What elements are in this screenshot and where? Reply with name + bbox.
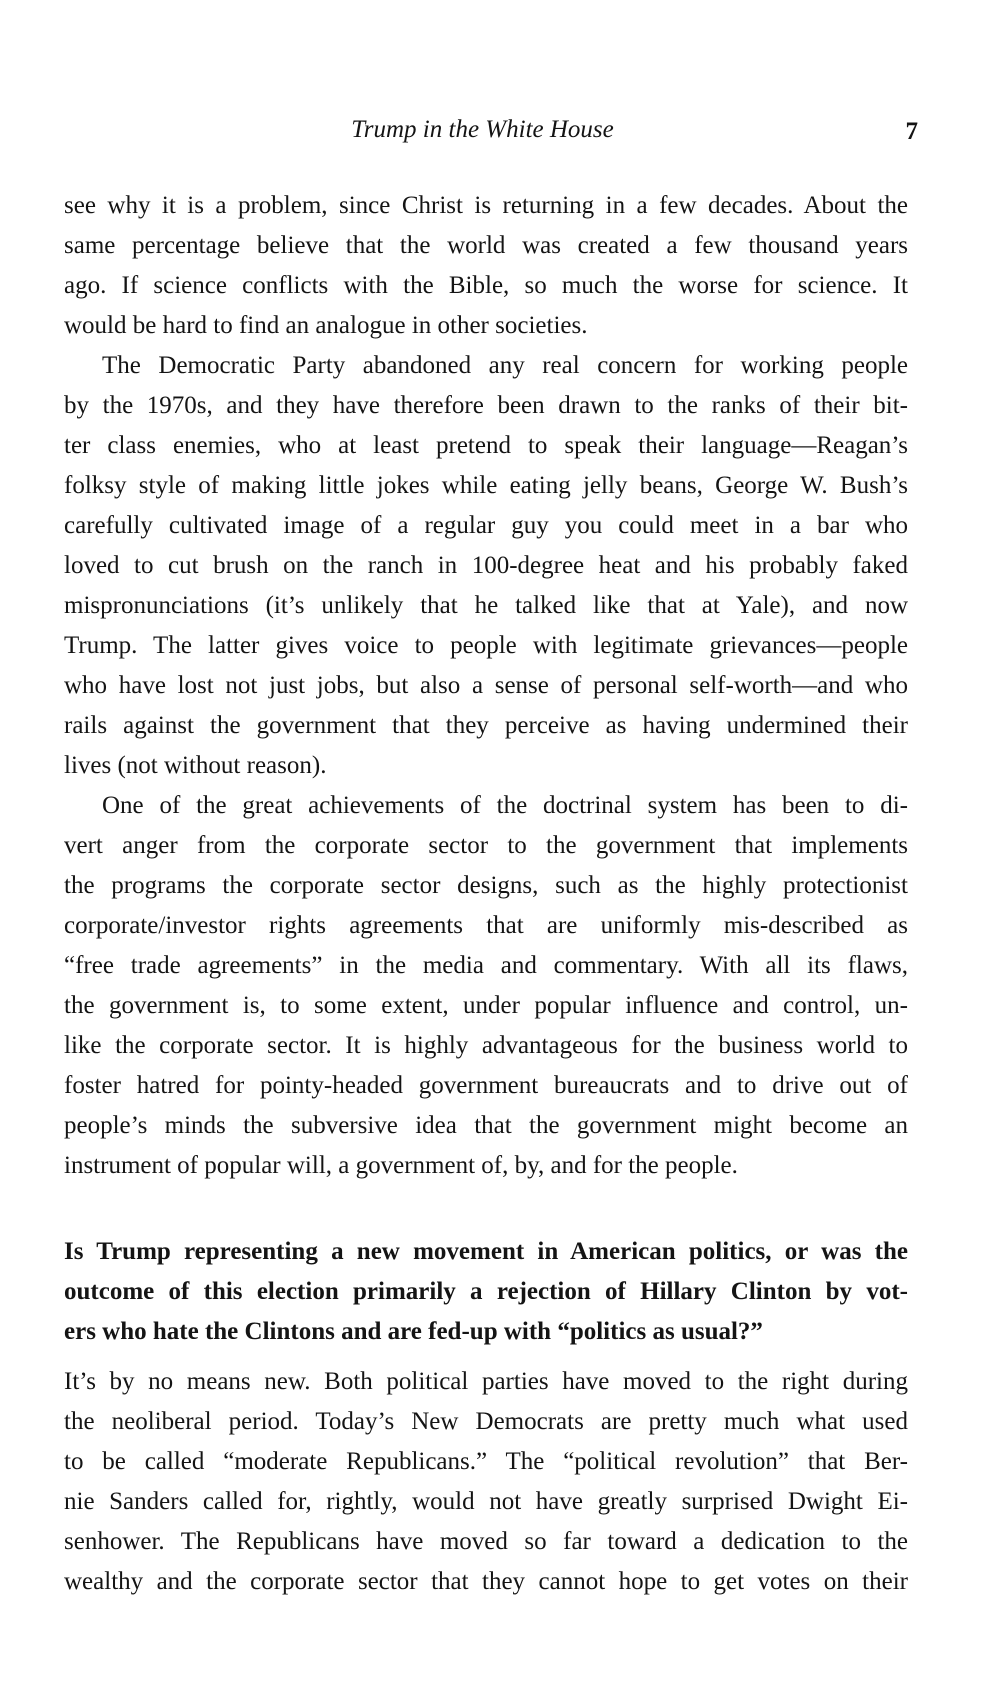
- text-line: instrument of popular will, a government of, by, and for the people.: [64, 1152, 738, 1179]
- text-line: senhower. The Republicans have moved so far toward a dedication to the: [64, 1528, 908, 1555]
- text-line: carefully cultivated image of a regular guy you could meet in a bar who: [64, 512, 908, 539]
- text-line: the government is, to some extent, under popular influence and control, un-: [64, 992, 908, 1019]
- text-line: foster hatred for pointy-headed government bureaucrats and to drive out of: [64, 1072, 908, 1099]
- text-line: “free trade agreements” in the media and commentary. With all its flaws,: [64, 952, 908, 979]
- paragraph-continuation: [64, 186, 908, 346]
- text-line: vert anger from the corporate sector to the government that implements: [64, 832, 908, 859]
- text-line: It’s by no means new. Both political parties have moved to the right during: [64, 1368, 908, 1395]
- text-line: see why it is a problem, since Christ is returning in a few decades. About the: [64, 192, 908, 219]
- text-line: rails against the government that they perceive as having undermined their: [64, 712, 908, 739]
- text-line: lives (not without reason).: [64, 752, 327, 779]
- text-line: folksy style of making little jokes while eating jelly beans, George W. Bush’s: [64, 472, 908, 499]
- question-line: Is Trump representing a new movement in American politics, or was the: [64, 1238, 908, 1265]
- paragraph-democratic-party: [64, 346, 908, 786]
- text-line: wealthy and the corporate sector that they cannot hope to get votes on their: [64, 1568, 908, 1595]
- text-line: same percentage believe that the world was created a few thousand years: [64, 232, 908, 259]
- body-text: [64, 186, 908, 1602]
- interview-question: [64, 1232, 908, 1352]
- text-line: ter class enemies, who at least pretend to speak their language—Reagan’s: [64, 432, 908, 459]
- text-line: by the 1970s, and they have therefore been drawn to the ranks of their bit-: [64, 392, 908, 419]
- text-line: Trump. The latter gives voice to people with legitimate grievances—people: [64, 632, 908, 659]
- text-line: loved to cut brush on the ranch in 100-degree heat and his probably faked: [64, 552, 908, 579]
- text-line: the neoliberal period. Today’s New Democrats are pretty much what used: [64, 1408, 908, 1435]
- text-line: like the corporate sector. It is highly advantageous for the business world to: [64, 1032, 908, 1059]
- text-line: ago. If science conflicts with the Bible, so much the worse for science. It: [64, 272, 908, 299]
- text-line: One of the great achievements of the doctrinal system has been to di-: [102, 792, 908, 819]
- text-line: who have lost not just jobs, but also a sense of personal self-worth—and who: [64, 672, 908, 699]
- running-head: [0, 110, 1000, 150]
- text-line: to be called “moderate Republicans.” The “political revolution” that Ber-: [64, 1448, 908, 1475]
- text-line: corporate/investor rights agreements that are uniformly mis-described as: [64, 912, 908, 939]
- interview-answer: [64, 1362, 908, 1602]
- text-line: people’s minds the subversive idea that the government might become an: [64, 1112, 908, 1139]
- text-line: the programs the corporate sector designs, such as the highly protectionist: [64, 872, 908, 899]
- paragraph-doctrinal-system: [64, 786, 908, 1186]
- question-line: ers who hate the Clintons and are fed-up with “politics as usual?”: [64, 1318, 763, 1345]
- section-spacer: [64, 1186, 908, 1232]
- question-line: outcome of this election primarily a rejection of Hillary Clinton by vot-: [64, 1278, 908, 1305]
- text-line: nie Sanders called for, rightly, would not have greatly surprised Dwight Ei-: [64, 1488, 908, 1515]
- text-line: The Democratic Party abandoned any real concern for working people: [102, 352, 908, 379]
- page-number: 7: [905, 118, 918, 145]
- text-line: mispronunciations (it’s unlikely that he talked like that at Yale), and now: [64, 592, 908, 619]
- running-title: Trump in the White House: [351, 116, 614, 143]
- text-line: would be hard to find an analogue in other societies.: [64, 312, 588, 339]
- section-spacer: [64, 1352, 908, 1362]
